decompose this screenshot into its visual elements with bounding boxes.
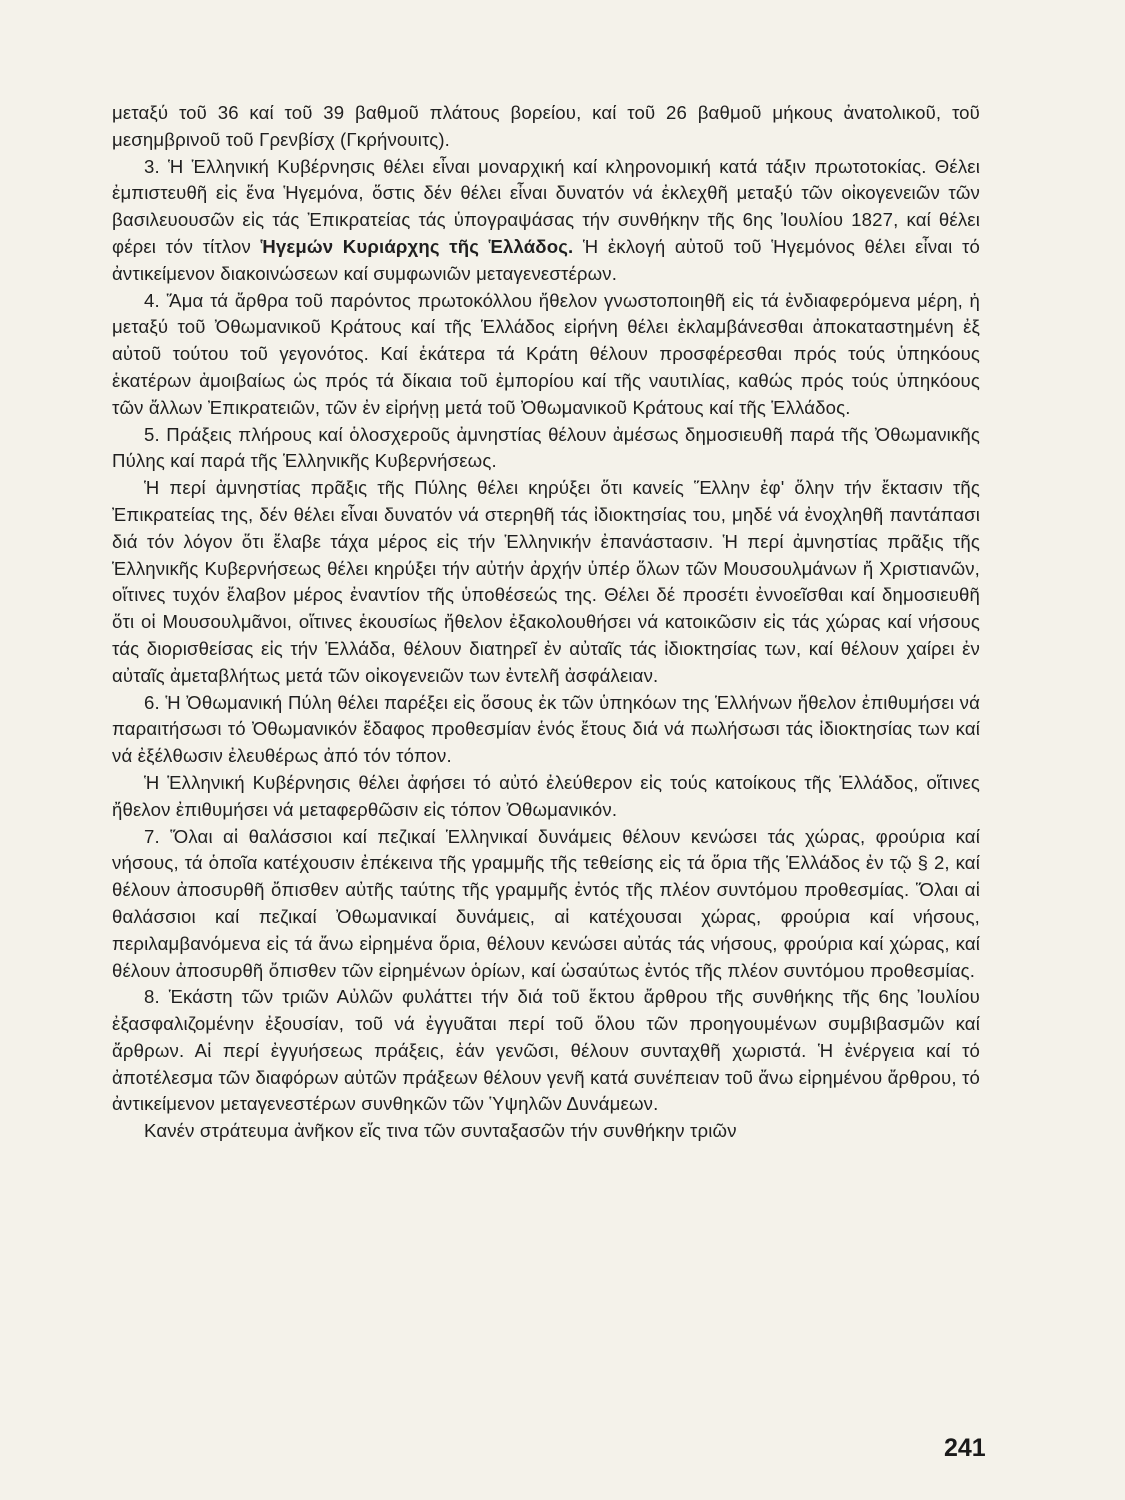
- paragraph-troops: Κανέν στράτευμα ἀνῆκον εἴς τινα τῶν συνταξασῶν τήν συνθήκην τριῶν: [144, 1120, 737, 1142]
- paragraph-article-6: 6. Ἡ Ὀθωμανική Πύλη θέλει παρέξει εἰς ὅσους ἐκ τῶν ὑπηκόων της Ἑλλήνων ἤθελον ἐπιθυμήσει νά παραιτήσωσι τό Ὀθωμανικόν ἔδαφος προθεσμίαν ἑνός ἔτους διά νά πωλήσωσι τάς ἰδιοκτησίας των καί νά ἐξέλθωσιν ἐλευθέρως ἀπό τόν τόπον.: [112, 691, 980, 767]
- paragraph-amnesty-porte: Ἡ περί ἀμνηστίας πρᾶξις τῆς Πύλης θέλει κηρύξει ὅτι κανείς Ἕλλην ἐφ' ὅλην τήν ἔκτασιν τῆς Ἐπικρατείας της, δέν θέλει εἶναι δυνατόν νά στερηθῆ τάς ἰδιοκτησίας του, μηδέ νά ἐνοχληθῆ παντάπασι διά τόν λόγον ὅτι ἔλαβε τάχα μέρος εἰς τήν Ἑλληνικήν ἐπανάστασιν. Ἡ περί ἀμνηστίας πρᾶξις τῆς Ἑλληνικῆς Κυβερνήσεως θέλει κηρύξει τήν αὐτήν ἀρχήν ὑπέρ ὅλων τῶν Μουσουλμάνων ἤ Χριστιανῶν, οἵτινες τυχόν ἔλαβον μέρος ἐναντίον τῆς ὑποθέσεώς της. Θέλει δέ προσέτι ἐννοεῖσθαι καί δημοσιευθῆ ὅτι οἱ Μουσουλμᾶνοι, οἵτινες ἑκουσίως ἤθελον ἐξακολουθήσει νά κατοικῶσιν εἰς τάς χώρας καί νήσους τάς διορισθείσας εἰς τήν Ἑλλάδα, θέλουν διατηρεῖ ἐν αὐταῖς τάς ἰδιοκτησίας των, καί θέλουν χαίρει ἐν αὐταῖς ἀμεταβλήτως μετά τῶν οἰκογενειῶν των ἐντελῆ ἀσφάλειαν.: [112, 477, 980, 686]
- paragraph-article-5: 5. Πράξεις πλήρους καί ὁλοσχεροῦς ἀμνηστίας θέλουν ἀμέσως δημοσιευθῆ παρά τῆς Ὀθωμανικῆς Πύλης καί παρά τῆς Ἑλληνικῆς Κυβερνήσεως.: [112, 423, 980, 472]
- paragraph-article-8: 8. Ἑκάστη τῶν τριῶν Αὐλῶν φυλάττει τήν διά τοῦ ἕκτου ἄρθρου τῆς συνθήκης τῆς 6ης Ἰουλίου ἐξασφαλιζομένην ἐξουσίαν, τοῦ νά ἐγγυᾶται περί τοῦ ὅλου τῶν προηγουμένων συμβιβασμῶν καί ἄρθρων. Αἱ περί ἐγγυήσεως πράξεις, ἐάν γενῶσι, θέλουν συνταχθῆ χωριστά. Ἡ ἐνέργεια καί τό ἀποτέλεσμα τῶν διαφόρων αὐτῶν πράξεων θέλουν γενῆ κατά συνέπειαν τοῦ ἄνω εἰρημένου ἄρθρου, τό ἀντικείμενον μεταγενεστέρων συνθηκῶν τῶν Ὑψηλῶν Δυνάμεων.: [112, 986, 980, 1115]
- page-number: 241: [944, 1434, 986, 1462]
- paragraph-article-7: 7. Ὅλαι αἱ θαλάσσιοι καί πεζικαί Ἑλληνικαί δυνάμεις θέλουν κενώσει τάς χώρας, φρούρια καί νήσους, τά ὁποῖα κατέχουσιν ἐπέκεινα τῆς γραμμῆς τῆς τεθείσης εἰς τά ὅρια τῆς Ἑλλάδος ἐν τῷ § 2, καί θέλουν ἀποσυρθῆ ὄπισθεν αὐτῆς ταύτης τῆς γραμμῆς ἐντός τῆς πλέον συντόμου προθεσμίας. Ὅλαι αἱ θαλάσσιοι καί πεζικαί Ὀθωμανικαί δυνάμεις, αἱ κατέχουσαι χώρας, φρούρια καί νήσους, περιλαμβανόμενα εἰς τά ἄνω εἰρημένα ὅρια, θέλουν κενώσει αὐτάς τάς νήσους, φρούρια καί χώρας, καί θέλουν ἀποσυρθῆ ὄπισθεν τῶν εἰρημένων ὁρίων, καί ὡσαύτως ἐντός τῆς πλέον συντόμου προθεσμίας.: [112, 825, 980, 981]
- paragraph-article-4: 4. Ἅμα τά ἄρθρα τοῦ παρόντος πρωτοκόλλου ἤθελον γνωστοποιηθῆ εἰς τά ἐνδιαφερόμενα μέρη, ἡ μεταξύ τοῦ Ὀθωμανικοῦ Κράτους καί τῆς Ἑλλάδος εἰρήνη θέλει ἐκλαμβάνεσθαι ἀποκαταστημένη ἐξ αὐτοῦ τούτου τοῦ γεγονότος. Καί ἑκάτερα τά Κράτη θέλουν προσφέρεσθαι πρός τούς ὑπηκόους ἑκατέρων ἀμοιβαίως ὡς πρός τά δίκαια τοῦ ἐμπορίου καί τῆς ναυτιλίας, καθώς πρός τούς ὑπηκόους τῶν ἄλλων Ἐπικρατειῶν, τῶν ἐν εἰρήνῃ μετά τοῦ Ὀθωμανικοῦ Κράτους καί τῆς Ἑλλάδος.: [112, 289, 980, 418]
- body-text: [112, 100, 980, 1145]
- paragraph-continuation: μεταξύ τοῦ 36 καί τοῦ 39 βαθμοῦ πλάτους βορείου, καί τοῦ 26 βαθμοῦ μήκους ἀνατολικοῦ, τοῦ μεσημβρινοῦ τοῦ Γρενβίσχ (Γκρήνουιτς).: [112, 102, 980, 150]
- paragraph-greek-government: Ἡ Ἑλληνική Κυβέρνησις θέλει ἀφήσει τό αὐτό ἐλεύθερον εἰς τούς κατοίκους τῆς Ἑλλάδος, οἵτινες ἤθελον ἐπιθυμήσει νά μεταφερθῶσιν εἰς τόπον Ὀθωμανικόν.: [112, 771, 980, 820]
- prince-title-bold: Ἡγεμών Κυριάρχης τῆς Ἑλλάδος.: [260, 235, 574, 257]
- article-3-text-before-title: 3. Ἡ Ἑλληνική Κυβέρνησις θέλει εἶναι μοναρχική καί κληρονομική κατά τάξιν πρωτοτοκίας. Θέλει ἐμπιστευθῆ εἰς ἕνα Ἡγεμόνα, ὅστις δέν θέλει εἶναι δυνατόν νά ἐκλεχθῆ μεταξύ τῶν οἰκογενειῶν τῶν βασιλευουσῶν εἰς τάς Ἐπικρατείας τάς ὑπογραψάσας τήν συνθήκην τῆς 6ης Ἰουλίου 1827, καί θέλει φέρει τόν τίτλον: [112, 155, 980, 257]
- paragraph-article-3: [112, 154, 980, 288]
- article-3-text-after-title: Ἡ ἐκλογή αὐτοῦ τοῦ Ἡγεμόνος θέλει εἶναι τό ἀντικείμενον διακοινώσεων καί συμφωνιῶν μεταγενεστέρων.: [112, 235, 980, 284]
